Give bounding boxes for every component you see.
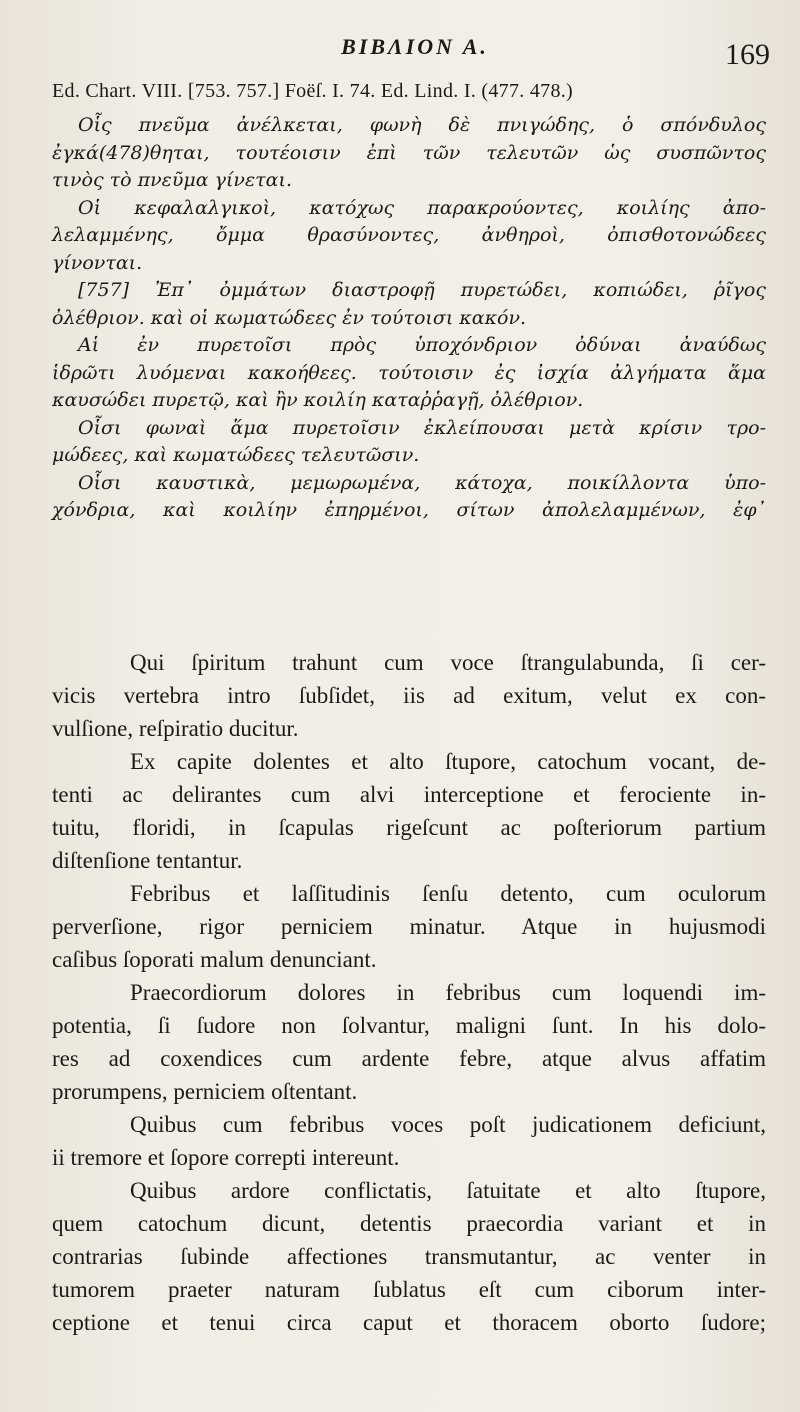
latin-line: res ad coxendices cum ardente febre, atque alvus affatim bbox=[52, 1046, 766, 1071]
greek-line: μώδεες, καὶ κωματώδεες τελευτῶσιν. bbox=[52, 444, 420, 466]
latin-line: vicis vertebra intro ſubſidet, iis ad exitum, velut ex con- bbox=[52, 683, 766, 708]
page-header bbox=[60, 34, 770, 78]
latin-line: Praecordiorum dolores in febribus cum loquendi im- bbox=[130, 980, 766, 1005]
latin-line: tuitu, floridi, in ſcapulas rigeſcunt ac poſteriorum partium bbox=[52, 815, 766, 840]
latin-line: quem catochum dicunt, detentis praecordia variant et in bbox=[52, 1211, 766, 1236]
edition-reference-line: Ed. Chart. VIII. [753. 757.] Foëſ. I. 74. Ed. Lind. I. (477. 478.) bbox=[52, 80, 574, 102]
latin-line: diſtenſione tentantur. bbox=[52, 848, 243, 873]
latin-line: Ex capite dolentes et alto ſtupore, catochum vocant, de- bbox=[130, 749, 766, 774]
greek-line: τινὸς τὸ πνεῦμα γίνεται. bbox=[52, 169, 293, 191]
latin-line: Qui ſpiritum trahunt cum voce ſtrangulabunda, ſi cer- bbox=[130, 650, 766, 675]
greek-line: καυσώδει πυρετῷ, καὶ ἢν κοιλίη καταῤῥαγῇ, ὀλέθριον. bbox=[52, 389, 584, 411]
greek-text-block bbox=[52, 112, 766, 525]
greek-line: ἱδρῶτι λυόμεναι κακοήθεες. τούτοισιν ἐς ἰσχία ἀλγήματα ἅμα bbox=[52, 361, 766, 384]
greek-line: [757] Ἐπ᾽ ὀμμάτων διαστροφῇ πυρετώδει, κοπιώδει, ῥῖγος bbox=[78, 279, 766, 301]
latin-line: ceptione et tenui circa caput et thoracem oborto ſudore; bbox=[52, 1310, 766, 1335]
latin-line: vulſione, reſpiratio ducitur. bbox=[52, 716, 299, 741]
greek-line: χόνδρια, καὶ κοιλίην ἐπηρμένοι, σίτων ἀπολελαμμένων, ἐφ᾽ bbox=[52, 499, 766, 521]
latin-line: ii tremore et ſopore correpti intereunt. bbox=[52, 1145, 400, 1170]
greek-line: Οἷσι καυστικὰ, μεμωρωμένα, κάτοχα, ποικίλλοντα ὑπο- bbox=[78, 471, 766, 494]
greek-line: γίνονται. bbox=[52, 251, 143, 274]
page-number: 169 bbox=[725, 38, 770, 71]
greek-line: ἐγκά(478)θηται, τουτέοισιν ἐπὶ τῶν τελευτῶν ὡς συσπῶντος bbox=[52, 141, 766, 164]
greek-line: Οἷσι φωναὶ ἅμα πυρετοῖσιν ἐκλείπουσαι μετὰ κρίσιν τρο- bbox=[78, 416, 766, 439]
greek-line: λελαμμένης, ὄμμα θρασύνοντες, ἀνθηροὶ, ὀπισθοτονώδεες bbox=[52, 224, 766, 246]
latin-line: Quibus cum febribus voces poſt judicationem deficiunt, bbox=[130, 1112, 766, 1137]
greek-line: Οἱ κεφαλαλγικοὶ, κατόχως παρακρούοντες, κοιλίης ἀπο- bbox=[78, 196, 766, 219]
latin-line: prorumpens, perniciem oſtentant. bbox=[52, 1079, 358, 1104]
greek-line: Οἷς πνεῦμα ἀνέλκεται, φωνὴ δὲ πνιγώδης, ὁ σπόνδυλος bbox=[78, 114, 766, 136]
latin-line: perverſione, rigor perniciem minatur. Atque in hujusmodi bbox=[52, 914, 766, 939]
latin-line: potentia, ſi ſudore non ſolvantur, maligni ſunt. In his dolo- bbox=[52, 1013, 766, 1038]
latin-line: tumorem praeter naturam ſublatus eſt cum ciborum inter- bbox=[52, 1277, 766, 1302]
greek-line: Αἱ ἐν πυρετοῖσι πρὸς ὑποχόνδριον ὀδύναι ἀναύδως bbox=[78, 334, 766, 356]
running-title: ΒΙΒΛΙΟΝ Α. bbox=[341, 34, 489, 59]
latin-line: tenti ac delirantes cum alvi interceptione et ferociente in- bbox=[52, 782, 766, 807]
latin-line: caſibus ſoporati malum denunciant. bbox=[52, 947, 377, 972]
greek-line: ὀλέθριον. καὶ οἱ κωματώδεες ἐν τούτοισι κακόν. bbox=[52, 306, 527, 329]
latin-line: contrarias ſubinde affectiones transmutantur, ac venter in bbox=[52, 1244, 766, 1269]
latin-text-block bbox=[52, 646, 766, 1339]
latin-line: Quibus ardore conflictatis, ſatuitate et alto ſtupore, bbox=[130, 1178, 766, 1203]
latin-line: Febribus et laſſitudinis ſenſu detento, cum oculorum bbox=[130, 881, 766, 906]
